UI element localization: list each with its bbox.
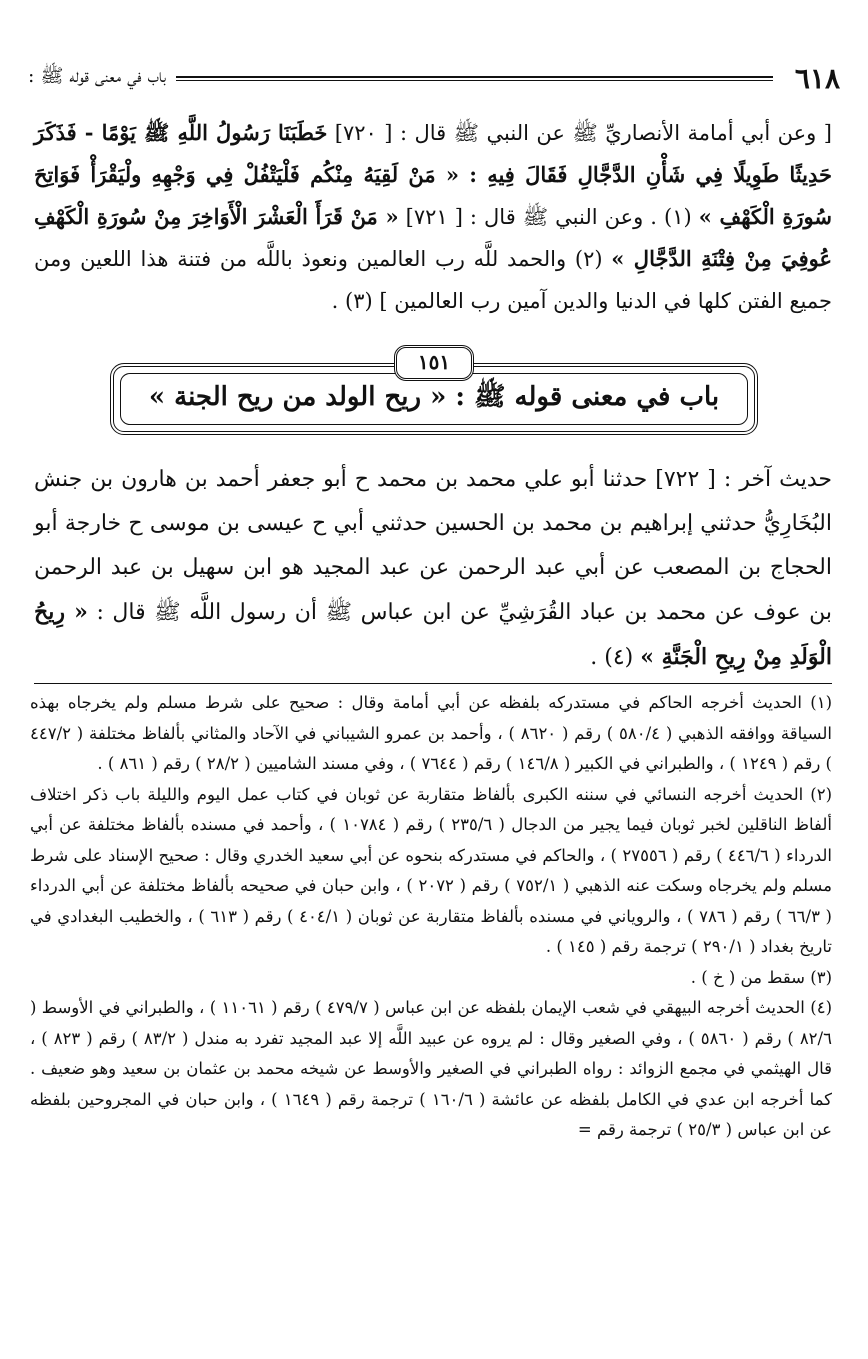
chapter-title: باب في معنى قوله ﷺ : « ريح الولد من ريح الجنة » — [148, 382, 720, 412]
hadith-quote-721: « مَنْ قَرَأَ الْعَشْرَ الْأَوَاخِرَ مِنْ سُورَةِ الْكَهْفِ عُوفِيَ مِنْ فِتْنَةِ الدَّجَّالِ » — [34, 204, 833, 271]
hadith-paragraph-text-1: حديث آخر : [ ٧٢٢] حدثنا أبو علي محمد بن محمد ح أبو جعفر أحمد بن هارون بن جنش البُخَارِيُّ حدثني إبراهيم بن محمد بن الحسين حدثني أبي ح عيسى بن موسى ح خارجة أبو الحجاج بن المصعب عن أبي عبد الرحمن عن عبد المجيد هو ابن سهيل بن عبد الرحمن بن عوف عن محمد بن عباد القُرَشِيِّ عن ابن عباس ﷺ أن رسول اللَّه ﷺ قال : — [34, 467, 833, 625]
running-title: باب في معنى قوله ﷺ : — [28, 65, 166, 87]
footnote-4: (٤) الحديث أخرجه البيهقي في شعب الإيمان بلفظه عن ابن عباس ( ٤٧٩/٧ ) رقم ( ١١٠٦١ ) ، والطبراني في الأوسط ( ٨٢/٦ ) رقم ( ٥٨٦٠ ) ، وفي الصغير وقال : لم يروه عن عبيد اللَّه إلا عبد المجيد تفرد به مندل ( ٨٣/٢ ) رقم ( ٨٢٣ ) ، قال الهيثمي في مجمع الزوائد : رواه الطبراني في الصغير والأوسط عن شيخه محمد بن عثمان بن سعيد وهو ضعيف . كما أخرجه ابن عدي في الكامل بلفظه عن عائشة ( ١٦٠/٦ ) ترجمة رقم ( ١٦٤٩ ) ، وابن حبان في المجروحين بلفظه عن ابن عباس ( ٢٥/٣ ) ترجمة رقم = — [30, 998, 833, 1139]
running-header — [28, 60, 840, 96]
hadith-paragraph — [34, 458, 832, 680]
top-paragraph — [34, 112, 832, 322]
header-rule — [176, 76, 773, 81]
hadith-quote-720: خَطَبَنَا رَسُولُ اللَّهِ ﷺ يَوْمًا - فَذَكَرَ حَدِيثًا طَوِيلًا فِي شَأْنِ الدَّجَّالِ فَقَالَ فِيهِ : « مَنْ لَقِيَهُ مِنْكُم فَلْيَتْفُلْ فِي وَجْهِهِ ولْيَقْرَأْ فَوَاتِحَ سُورَةِ الْكَهْفِ » — [34, 120, 832, 229]
hadith-quote-722: « رِيحُ الْوَلَدِ مِنْ رِيحِ الْجَنَّةِ » — [34, 599, 832, 670]
chapter-number: ١٥١ — [394, 345, 474, 381]
footnote-1: (١) الحديث أخرجه الحاكم في مستدركه بلفظه عن أبي أمامة وقال : صحيح على شرط مسلم ولم يخرجاه بهذه السياقة ووافقه الذهبي ( ٥٨٠/٤ ) رقم ( ٨٦٢٠ ) ، وأحمد بن عمرو الشيباني في الآحاد والمثاني بألفاظ مختلفة ( ٤٤٧/٢ ) رقم ( ١٢٤٩ ) ، والطبراني في الكبير ( ١٤٦/٨ ) رقم ( ٧٦٤٤ ) ، وفي مسند الشاميين ( ٢٨/٢ ) رقم ( ٨٦١ ) . — [30, 693, 832, 773]
top-paragraph-text-1: [ وعن أبي أمامة الأنصاريِّ ﷺ عن النبي ﷺ قال : [ ٧٢٠] — [327, 121, 832, 145]
footnote-2: (٢) الحديث أخرجه النسائي في سننه الكبرى بألفاظ متقاربة عن ثوبان في كتاب عمل اليوم والليلة باب ذكر اختلاف ألفاظ الناقلين لخبر ثوبان فيما يجير من الدجال ( ٢٣٥/٦ ) رقم ( ١٠٧٨٤ ) ، وأحمد في مسنده بألفاظ مختلفة عن أبي الدرداء ( ٤٤٦/٦ ) رقم ( ٢٧٥٥٦ ) ، والحاكم في مستدركه بنحوه عن أبي سعيد الخدري وقال : صحيح الإسناد على شرط مسلم ولم يخرجاه وسكت عنه الذهبي ( ٧٥٢/١ ) رقم ( ٢٠٧٢ ) ، وابن حبان في صحيحه بألفاظ مختلفة عن أبي الدرداء ( ٦٦/٣ ) رقم ( ٧٨٦ ) ، والروياني في مسنده بألفاظ متقاربة عن ثوبان ( ٤٠٤/١ ) رقم ( ٦١٣ ) ، والخطيب البغدادي في تاريخ بغداد ( ٢٩٠/١ ) ترجمة رقم ( ١٤٥ ) . — [30, 784, 833, 956]
footnotes — [30, 688, 832, 1146]
page-number: ٦١٨ — [794, 61, 840, 95]
footnote-separator — [34, 683, 832, 684]
footnote-3: (٣) سقط من ( خ ) . — [690, 967, 832, 987]
chapter-heading — [110, 345, 758, 435]
hadith-paragraph-text-2: (٤) . — [590, 645, 641, 670]
top-paragraph-text-3: (٢) والحمد للَّه رب العالمين ونعوذ باللَّه من فتنة هذا اللعين ومن جميع الفتن كلها في الدنيا والدين آمين رب العالمين ] (٣) . — [34, 247, 832, 313]
top-paragraph-text-2: (١) . وعن النبي ﷺ قال : [ ٧٢١] — [398, 205, 699, 229]
